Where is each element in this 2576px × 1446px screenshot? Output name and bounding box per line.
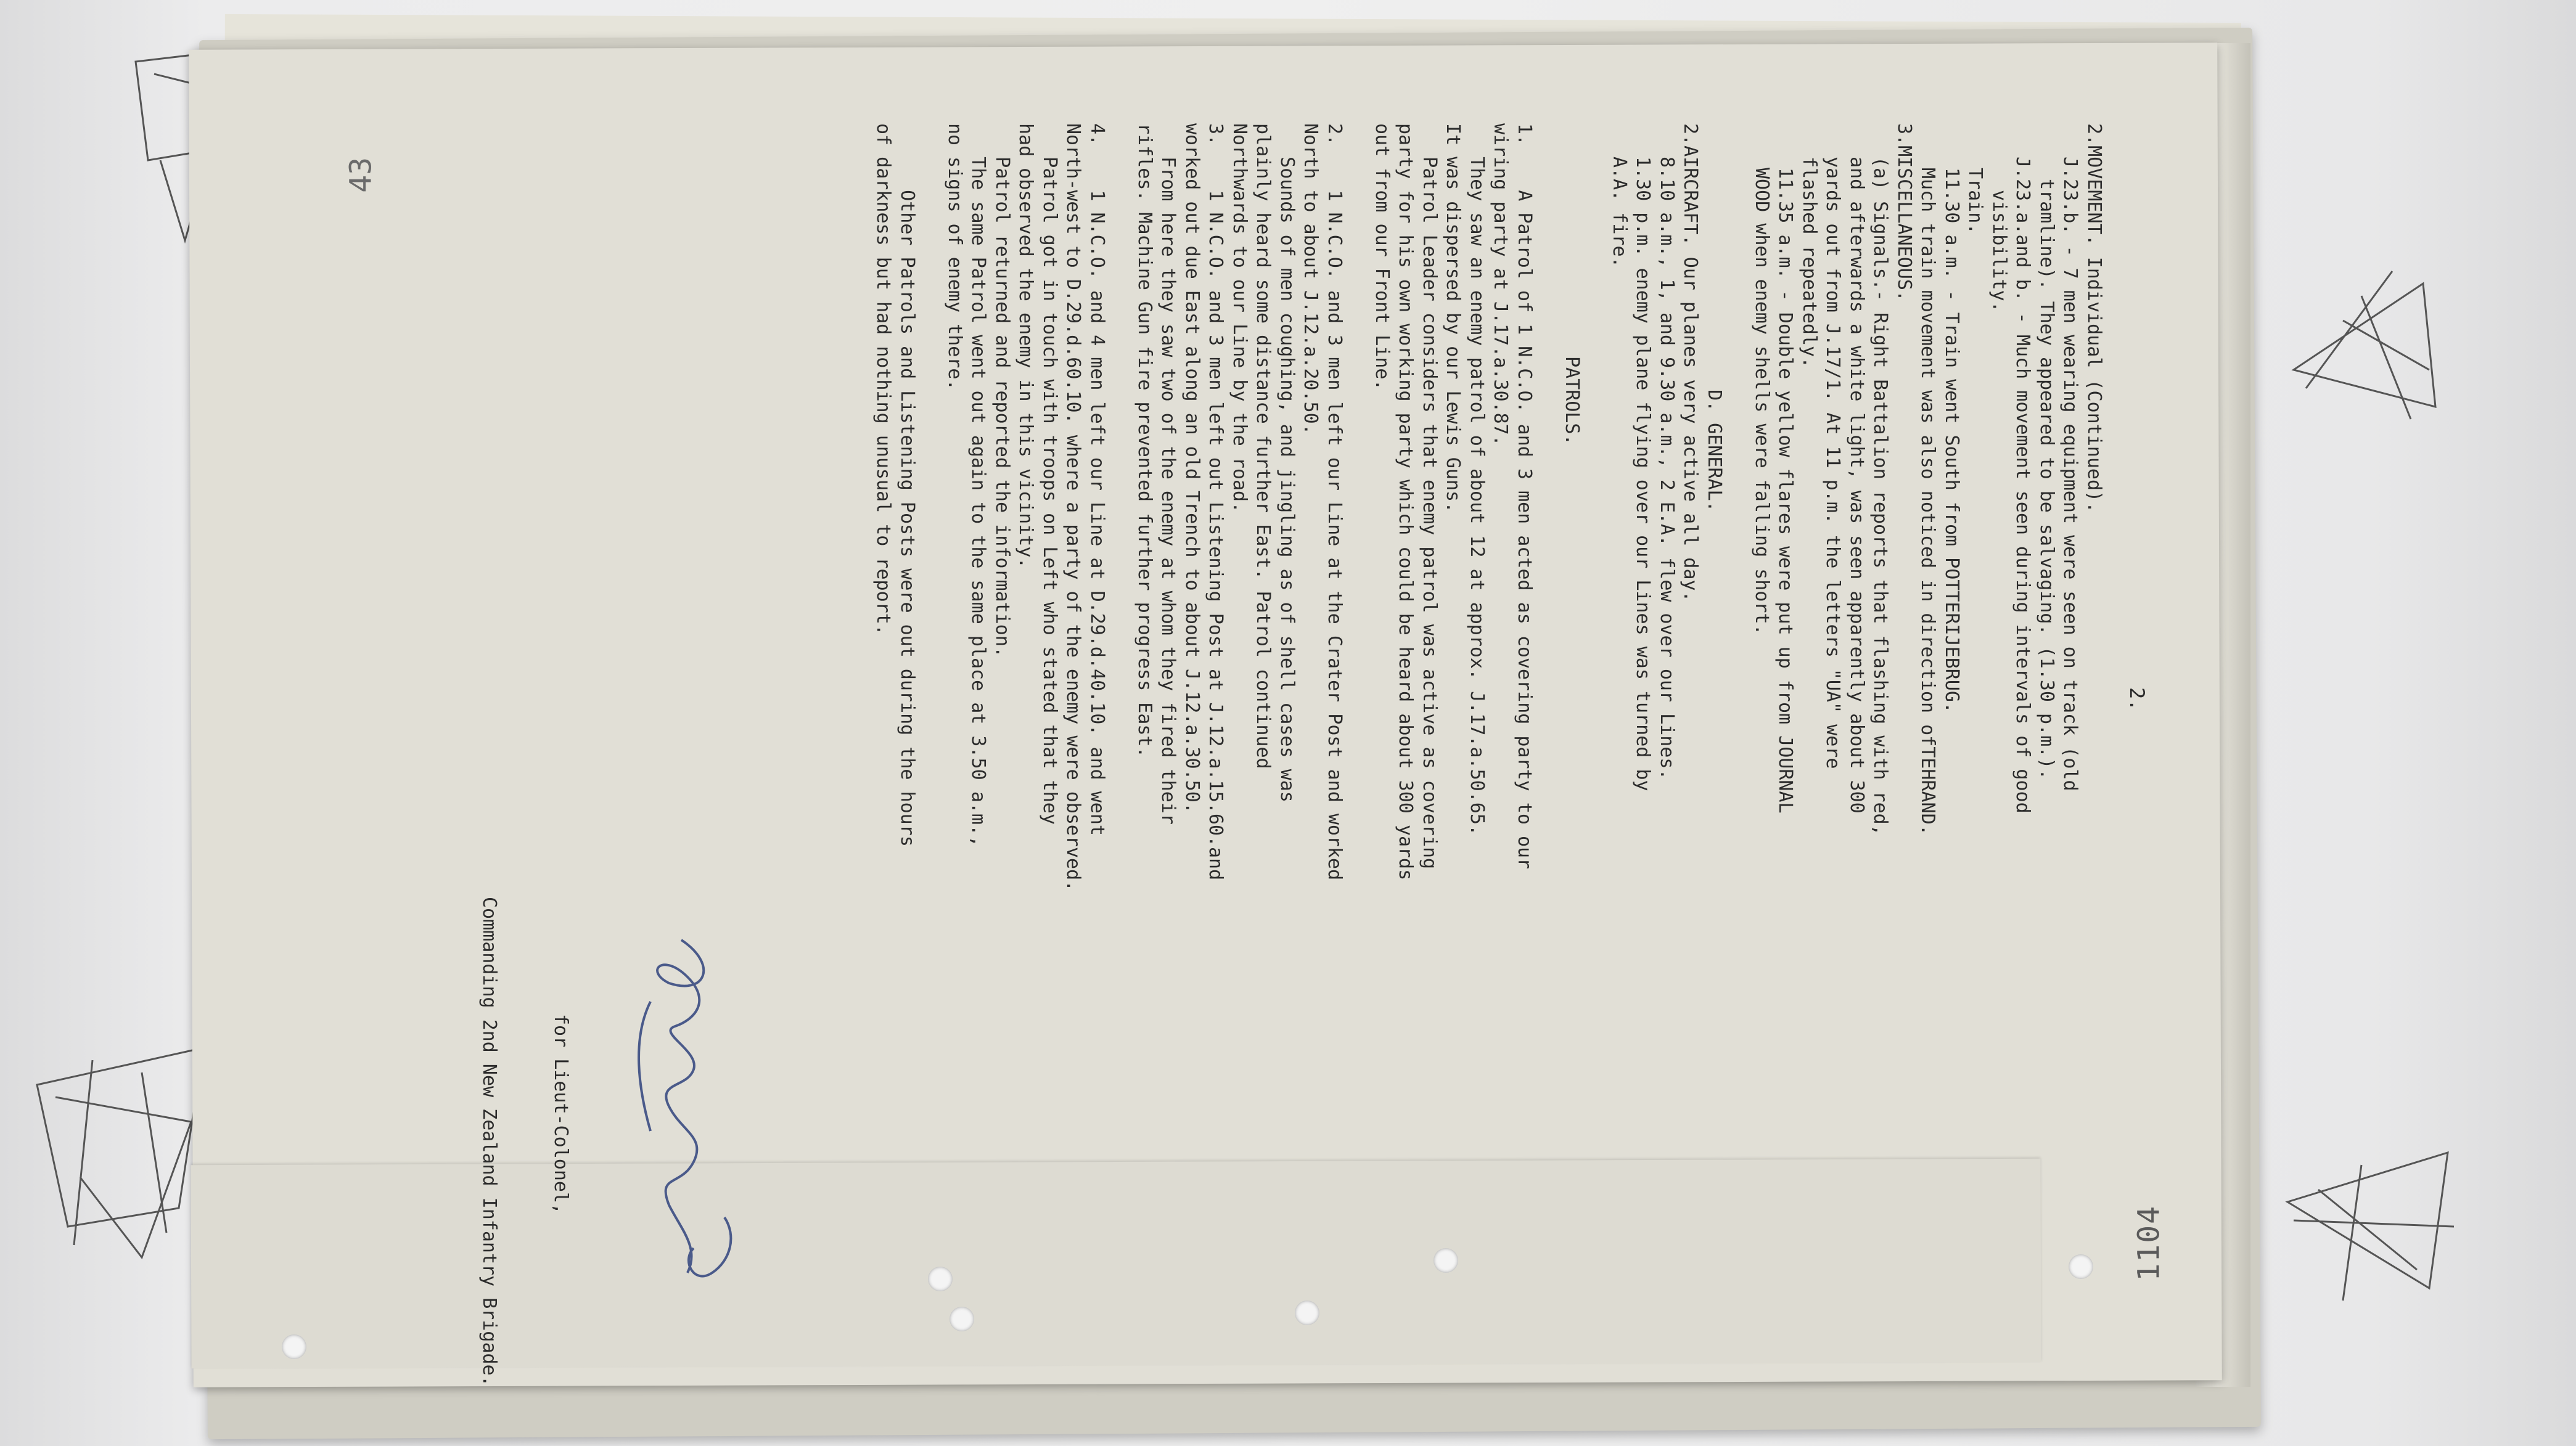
- document-line: flashed repeatedly.: [1799, 157, 1820, 369]
- document-line: They saw an enemy patrol of about 12 at approx. J.17.a.50.65.: [1466, 123, 1488, 836]
- document-line: It was dispersed by our Lewis Guns.: [1442, 123, 1464, 513]
- document-line: 3.MISCELLANEOUS.: [1893, 123, 1915, 301]
- document-line: 2.AIRCRAFT. Our planes very active all day.: [1680, 123, 1702, 602]
- document-line: Patrol returned and reported the information.: [991, 123, 1013, 658]
- document-line: The same Patrol went out again to the same place at 3.50 a.m.,: [967, 123, 990, 847]
- document-line: 11.35 a.m. - Double yellow flares were put up from JOURNAL: [1774, 168, 1797, 814]
- document-line: [1346, 123, 1370, 1331]
- corner-number: 43: [343, 157, 379, 193]
- pencil-sketch-right-bottom: [2269, 1128, 2466, 1313]
- document-line: of darkness but had nothing unusual to report.: [872, 123, 895, 635]
- document-line: worked out due East along an old Trench to about J.12.a.30.50.: [1181, 123, 1203, 814]
- document-line: [1583, 123, 1607, 1331]
- document-line: 8.10 a.m., 1, and 9.30 a.m., 2 E.A. flew over our Lines.: [1656, 157, 1678, 780]
- document-line: Sounds of men coughing, and jingling as of shell cases was: [1276, 123, 1298, 803]
- document-line: visibility.: [1988, 190, 2010, 312]
- document-line: North-west to D.29.d.60.10. where a party of the enemy were observed.: [1062, 123, 1085, 892]
- signature-rank-line: for Lieut-Colonel,: [550, 1014, 572, 1215]
- document-line: and afterwards a white light, was seen apparently about 300: [1846, 157, 1868, 814]
- document-line: From here they saw two of the enemy at whom they fired their: [1157, 123, 1179, 825]
- document-line: plainly heard some distance further East. Patrol continued: [1252, 123, 1274, 769]
- document-line: A.A. fire.: [1609, 157, 1630, 268]
- document-line: [1109, 123, 1133, 1331]
- document-line: Other Patrols and Listening Posts were out during the hours: [896, 157, 918, 847]
- document-line: rifles. Machine Gun fire prevented further progress East.: [1134, 123, 1155, 758]
- document-line: WOOD when enemy shells were falling short.: [1751, 168, 1773, 635]
- document-line: 1.30 p.m. enemy plane flying over our Lines was turned by: [1632, 157, 1654, 791]
- page-number: 2.: [2125, 687, 2149, 711]
- document-line: [1726, 123, 1750, 1331]
- document-line: tramline). They appeared to be salvaging. (1.30 p.m.).: [2036, 179, 2057, 780]
- document-line: Northwards to our Line by the road.: [1229, 123, 1250, 513]
- document-line: 4. 1 N.C.O. and 4 men left our Line at D.29.d.40.10. and went: [1086, 123, 1108, 836]
- document-line: [919, 123, 943, 1331]
- document-line: yards out from J.17/1. At 11 p.m. the letters "UA" were: [1822, 157, 1844, 769]
- document-line: 3. 1 N.C.O. and 3 men left out Listening Post at J.12.a.15.60.and: [1205, 123, 1227, 881]
- document-line: no signs of enemy there.: [944, 123, 966, 391]
- document-line: 1. A Patrol of 1 N.C.O. and 3 men acted as covering party to our: [1514, 123, 1535, 870]
- document-line: 2. 1 N.C.O. and 3 men left our Line at the Crater Post and worked: [1324, 123, 1345, 881]
- document-line: D. GENERAL.: [1704, 390, 1725, 512]
- document-line: (a) Signals.- Right Battalion reports that flashing with red,: [1869, 157, 1892, 836]
- document-line: Train.: [1964, 168, 1987, 235]
- document-line: party for his own working party which could be heard about 300 yards: [1395, 123, 1417, 881]
- typed-document: [262, 108, 2173, 1387]
- document-line: J.23.b. - 7 men wearing equipment were seen on track (old: [2059, 157, 2082, 791]
- signature-command-line: Commanding 2nd New Zealand Infantry Brigade.: [478, 897, 501, 1387]
- document-body: [871, 123, 2106, 1331]
- archive-number: 1104: [2131, 1205, 2167, 1281]
- document-line: Patrol got in touch with troops on Left who stated that they: [1039, 123, 1060, 825]
- pencil-sketch-right-top: [2269, 247, 2454, 431]
- document-line: 11.30 a.m. - Train went South from POTTERIJEBRUG.: [1941, 168, 1963, 714]
- document-line: had observed the enemy in this vicinity.: [1015, 123, 1037, 569]
- document-line: wiring party at J.17.a.30.87.: [1490, 123, 1512, 446]
- document-line: out from our Front Line.: [1371, 123, 1393, 391]
- signature-block: [430, 897, 620, 1387]
- handwritten-signature: [613, 928, 774, 1310]
- document-line: Patrol Leader considers that enemy patrol was active as covering: [1419, 123, 1440, 870]
- document-line: J.23.a.and b. - Much movement seen during intervals of good: [2012, 157, 2034, 814]
- document-line: 2.MOVEMENT. Individual (Continued).: [2083, 123, 2105, 513]
- document-line: PATROLS.: [1561, 356, 1583, 446]
- document-line: [1536, 123, 1560, 1331]
- document-line: North to about J.12.a.20.50.: [1300, 123, 1322, 435]
- document-line: Much train movement was also noticed in direction ofTEHRAND.: [1917, 168, 1939, 836]
